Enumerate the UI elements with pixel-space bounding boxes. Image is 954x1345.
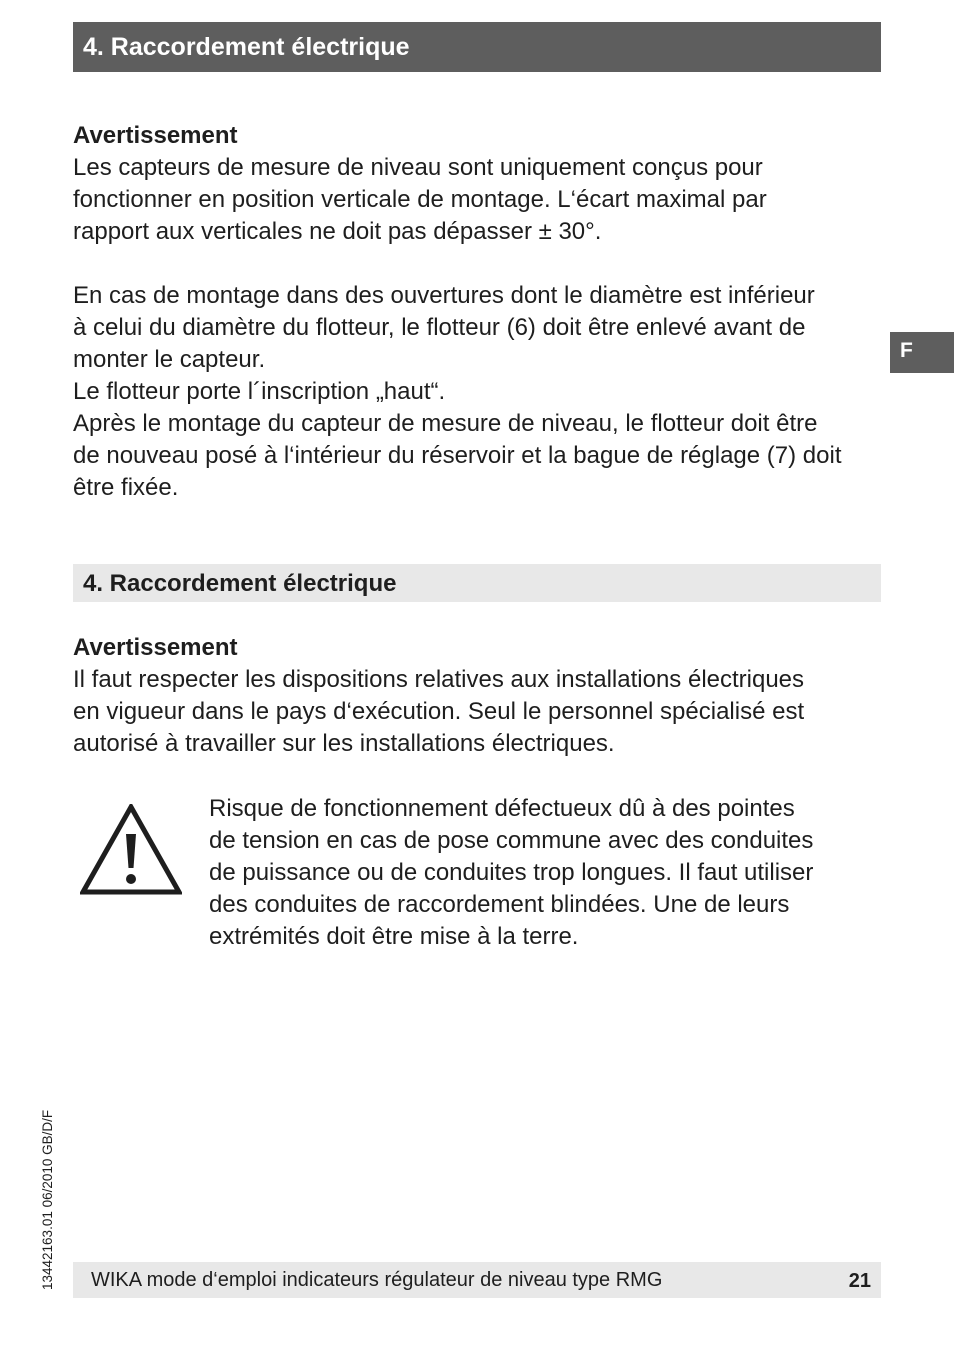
hazard-line: des conduites de raccordement blindées. Une de leurs [209, 891, 790, 918]
hazard-line: Risque de fonctionnement défectueux dû à des pointes [209, 795, 795, 822]
mounting-warning [73, 120, 888, 248]
page-number: 21 [848, 1270, 871, 1292]
warning-line: en vigueur dans le pays d‘exécution. Seul le personnel spécialisé est [73, 698, 805, 725]
page-header-bar [73, 22, 881, 72]
paragraph-line: de nouveau posé à l‘intérieur du réservoir et la bague de réglage (7) doit [73, 442, 842, 469]
language-tab-label: F [900, 339, 913, 362]
hazard-line: de tension en cas de pose commune avec des conduites [209, 827, 814, 854]
paragraph-line: à celui du diamètre du flotteur, le flotteur (6) doit être enlevé avant de [73, 314, 806, 341]
electrical-warning [73, 632, 888, 760]
warning-line: autorisé à travailler sur les installations électriques. [73, 730, 615, 757]
paragraph-line: En cas de montage dans des ouvertures dont le diamètre est inférieur [73, 282, 815, 309]
warning-line: Il faut respecter les dispositions relatives aux installations électriques [73, 666, 805, 693]
document-code: 13442163.01 06/2010 GB/D/F [40, 1109, 55, 1290]
warning-line: rapport aux verticales ne doit pas dépasser ± 30°. [73, 218, 602, 245]
warning-triangle-icon [80, 804, 182, 896]
hazard-line: de puissance ou de conduites trop longues. Il faut utiliser [209, 859, 814, 886]
language-tab [890, 332, 954, 373]
page-footer [73, 1262, 881, 1298]
footer-text: WIKA mode d‘emploi indicateurs régulateur de niveau type RMG [91, 1269, 663, 1291]
paragraph-line: Le flotteur porte l´inscription „haut“. [73, 378, 446, 405]
float-paragraph [73, 280, 888, 504]
section-header-bar [73, 564, 881, 602]
hazard-note [209, 793, 869, 953]
warning-heading: Avertissement [73, 122, 238, 149]
warning-heading: Avertissement [73, 634, 238, 661]
paragraph-line: monter le capteur. [73, 346, 266, 373]
paragraph-line: Après le montage du capteur de mesure de niveau, le flotteur doit être [73, 410, 818, 437]
warning-line: fonctionner en position verticale de montage. L‘écart maximal par [73, 186, 767, 213]
warning-line: Les capteurs de mesure de niveau sont uniquement conçus pour [73, 154, 763, 181]
paragraph-line: être fixée. [73, 474, 179, 501]
section-title: 4. Raccordement électrique [83, 570, 397, 597]
hazard-line: extrémités doit être mise à la terre. [209, 923, 579, 950]
page-title: 4. Raccordement électrique [83, 33, 410, 61]
